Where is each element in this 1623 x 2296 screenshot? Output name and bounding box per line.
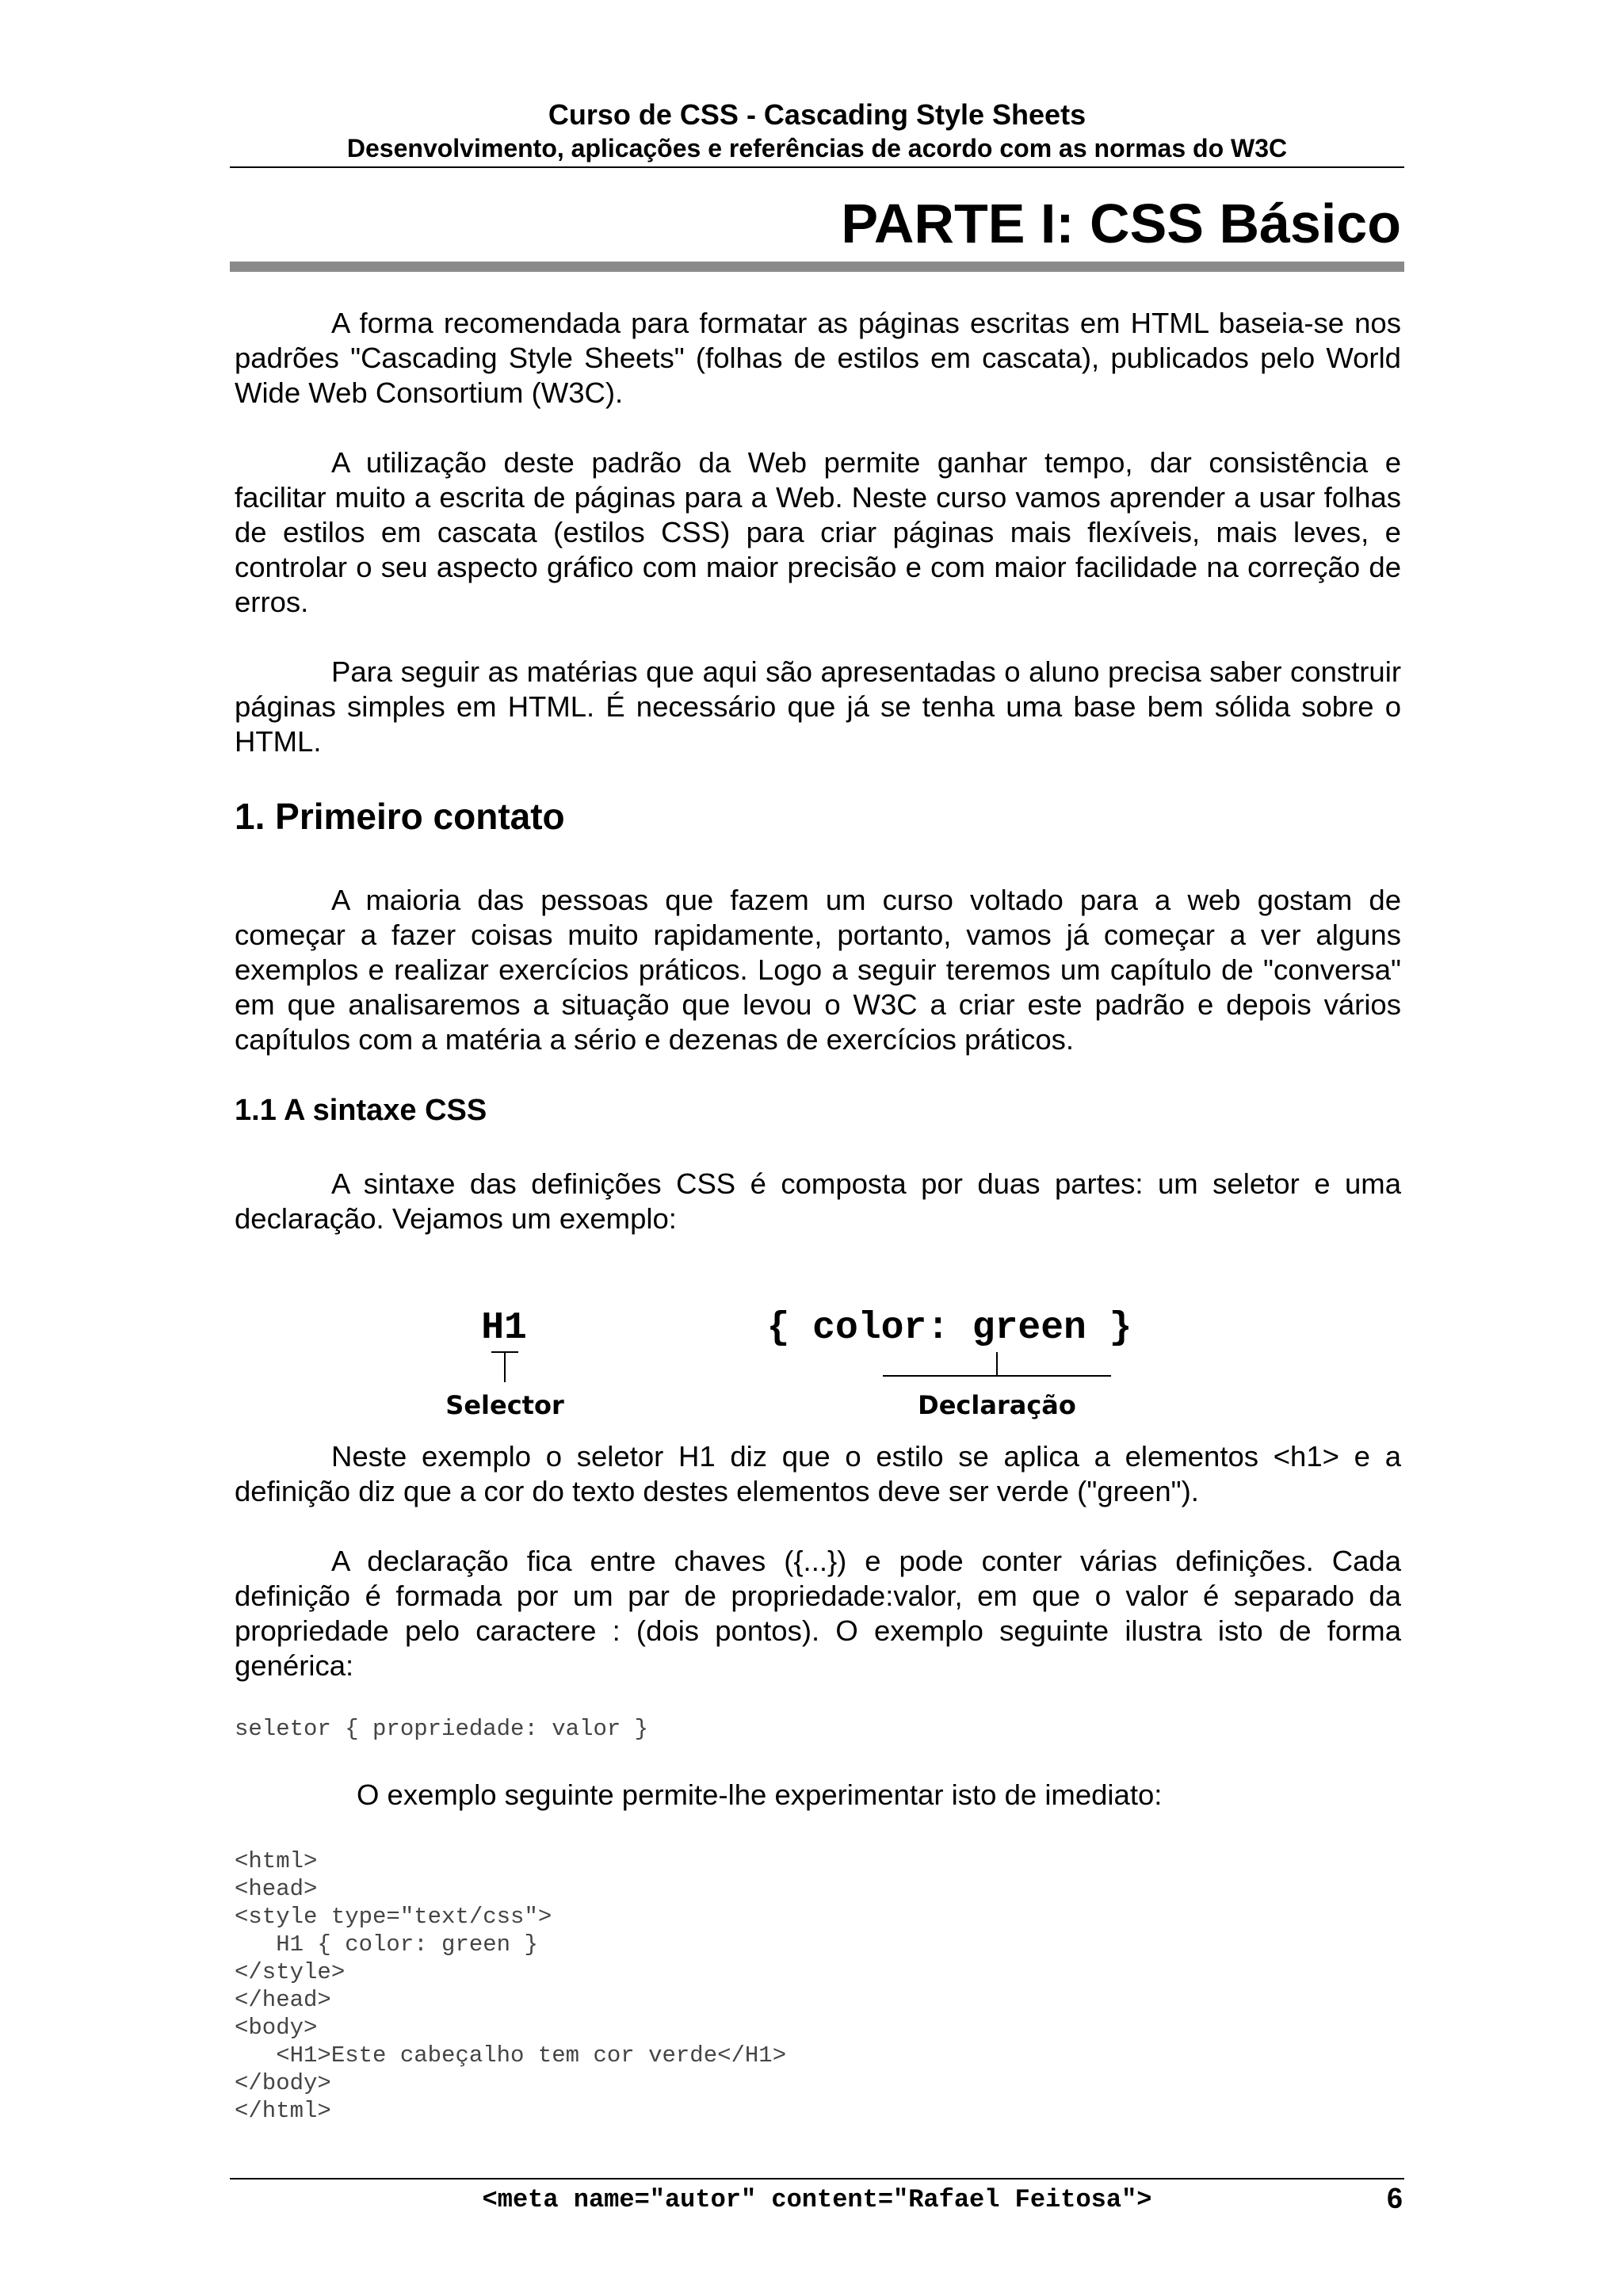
code-line: </body>: [235, 2070, 331, 2096]
declaration-label: Declaração: [918, 1390, 1076, 1420]
code-line: H1 { color: green }: [235, 1931, 538, 1958]
intro-paragraph-1: A forma recomendada para formatar as páginas escritas em HTML baseia-se nos padrões "Cascading Style Sheets" (folhas de estilos em cascata), publicados pelo World Wide Web Consortium (W3C).: [235, 307, 1401, 409]
header-divider: [230, 166, 1404, 168]
page-number: 6: [1386, 2182, 1403, 2214]
code-line: </html>: [235, 2098, 331, 2124]
section-heading-primeiro-contato: 1. Primeiro contato: [235, 796, 565, 837]
code-line: <H1>Este cabeçalho tem cor verde</H1>: [235, 2042, 787, 2069]
html-example-code-block: [235, 1847, 1401, 2125]
figure-explanation-paragraph: Neste exemplo o seletor H1 diz que o estilo se aplica a elementos <h1> e a definição diz que a cor do texto destes elementos deve ser verde ("green").: [235, 1440, 1401, 1507]
main-content: [235, 306, 1401, 2125]
code-line: <body>: [235, 2015, 318, 2041]
header-subtitle: Desenvolvimento, aplicações e referências de acordo com as normas do W3C: [346, 134, 1288, 162]
code-line: </style>: [235, 1959, 346, 1985]
part-title: PARTE I: CSS Básico: [841, 193, 1401, 254]
code-line: <head>: [235, 1876, 318, 1902]
generic-syntax-code: seletor { propriedade: valor }: [235, 1716, 649, 1742]
css-syntax-diagram-svg: [235, 1271, 1401, 1430]
running-header: [230, 97, 1404, 164]
syntax-paragraph: A sintaxe das definições CSS é composta por duas partes: um seletor e uma declaração. Vejamos um exemplo:: [235, 1167, 1401, 1235]
code-line: </head>: [235, 1987, 331, 2013]
code-line: <html>: [235, 1848, 318, 1874]
part-title-bar: [230, 262, 1404, 272]
declaration-explanation-paragraph: A declaração fica entre chaves ({...}) e pode conter várias definições. Cada definição é formada por um par de propriedade:valor, em que o valor é separado da propriedade pelo caractere : (dois pontos). O exemplo seguinte ilustra isto de forma genérica:: [235, 1545, 1401, 1682]
section1-paragraph: A maioria das pessoas que fazem um curso voltado para a web gostam de começar a fazer coisas muito rapidamente, portanto, vamos já começar a ver alguns exemplos e realizar exercícios práticos. Logo a seguir teremos um capítulo de "conversa" em que analisaremos a situação que levou o W3C a criar este padrão e depois vários capítulos com a matéria a sério e dezenas de exercícios práticos.: [235, 884, 1401, 1056]
header-title: Curso de CSS - Cascading Style Sheets: [548, 98, 1086, 131]
intro-paragraph-2: A utilização deste padrão da Web permite ganhar tempo, dar consistência e facilitar muito a escrita de páginas para a Web. Neste curso vamos aprender a usar folhas de estilos em cascata (estilos CSS) para criar páginas mais flexíveis, mais leves, e controlar o seu aspecto gráfico com maior precisão e com maior facilidade na correção de erros.: [235, 446, 1401, 618]
example-intro-paragraph: O exemplo seguinte permite-lhe experimentar isto de imediato:: [357, 1778, 1163, 1811]
code-line: <style type="text/css">: [235, 1904, 552, 1930]
footer-divider: [230, 2178, 1404, 2179]
css-syntax-diagram: [235, 1271, 1401, 1430]
intro-paragraph-3: Para seguir as matérias que aqui são apresentadas o aluno precisa saber construir páginas simples em HTML. É necessário que já se tenha uma base bem sólida sobre o HTML.: [235, 655, 1401, 758]
selector-label: Selector: [445, 1390, 564, 1420]
footer-meta-tag: <meta name="autor" content="Rafael Feitosa">: [482, 2185, 1152, 2214]
section-heading-sintaxe-css: 1.1 A sintaxe CSS: [235, 1094, 487, 1127]
selector-code: H1: [481, 1307, 527, 1350]
declaration-code: { color: green }: [766, 1307, 1132, 1350]
